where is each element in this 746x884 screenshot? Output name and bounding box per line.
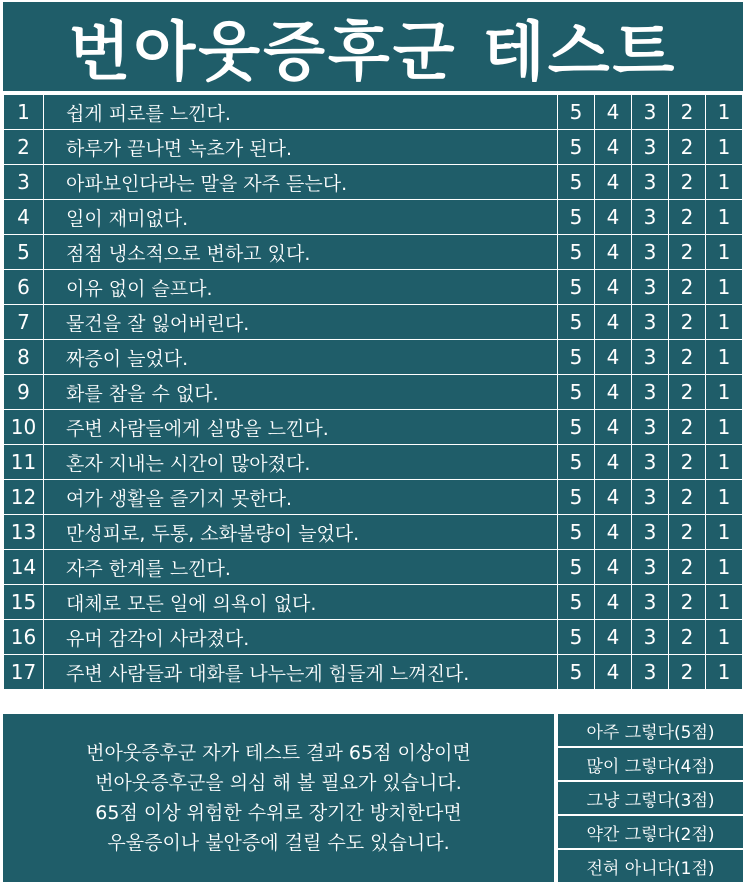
score-option-5[interactable]: 5 [558, 585, 595, 620]
score-option-4[interactable]: 4 [595, 270, 632, 305]
question-text: 여가 생활을 즐기지 못한다. [44, 480, 558, 515]
question-text: 혼자 지내는 시간이 많아졌다. [44, 445, 558, 480]
score-option-5[interactable]: 5 [558, 200, 595, 235]
score-option-5[interactable]: 5 [558, 620, 595, 655]
score-option-3[interactable]: 3 [632, 165, 669, 200]
score-option-1[interactable]: 1 [706, 445, 743, 480]
score-option-1[interactable]: 1 [706, 515, 743, 550]
score-option-4[interactable]: 4 [595, 655, 632, 690]
score-option-4[interactable]: 4 [595, 480, 632, 515]
score-option-5[interactable]: 5 [558, 340, 595, 375]
score-option-1[interactable]: 1 [706, 480, 743, 515]
score-option-4[interactable]: 4 [595, 305, 632, 340]
score-option-1[interactable]: 1 [706, 655, 743, 690]
score-option-4[interactable]: 4 [595, 620, 632, 655]
question-text: 자주 한계를 느낀다. [44, 550, 558, 585]
score-option-4[interactable]: 4 [595, 340, 632, 375]
score-option-1[interactable]: 1 [706, 550, 743, 585]
question-row [4, 200, 743, 235]
score-option-4[interactable]: 4 [595, 585, 632, 620]
score-option-5[interactable]: 5 [558, 445, 595, 480]
score-option-1[interactable]: 1 [706, 200, 743, 235]
question-row [4, 340, 743, 375]
question-row [4, 235, 743, 270]
score-option-5[interactable]: 5 [558, 655, 595, 690]
question-number: 5 [4, 235, 44, 270]
question-text: 유머 감각이 사라졌다. [44, 620, 558, 655]
legend-item-2: 약간 그렇다(2점) [558, 816, 743, 850]
score-option-1[interactable]: 1 [706, 585, 743, 620]
question-text: 대체로 모든 일에 의욕이 없다. [44, 585, 558, 620]
score-option-3[interactable]: 3 [632, 375, 669, 410]
score-option-1[interactable]: 1 [706, 375, 743, 410]
question-table [3, 94, 743, 690]
score-option-1[interactable]: 1 [706, 130, 743, 165]
score-option-2[interactable]: 2 [669, 515, 706, 550]
question-number: 3 [4, 165, 44, 200]
note-line: 65점 이상 위험한 수위로 장기간 방치한다면 [95, 802, 462, 824]
question-row [4, 620, 743, 655]
score-option-3[interactable]: 3 [632, 130, 669, 165]
question-number: 15 [4, 585, 44, 620]
score-option-4[interactable]: 4 [595, 375, 632, 410]
question-row [4, 375, 743, 410]
score-option-3[interactable]: 3 [632, 95, 669, 130]
score-option-5[interactable]: 5 [558, 480, 595, 515]
question-row [4, 130, 743, 165]
question-number: 13 [4, 515, 44, 550]
score-option-2[interactable]: 2 [669, 585, 706, 620]
score-option-3[interactable]: 3 [632, 585, 669, 620]
score-option-3[interactable]: 3 [632, 235, 669, 270]
score-option-2[interactable]: 2 [669, 410, 706, 445]
score-option-4[interactable]: 4 [595, 165, 632, 200]
score-option-1[interactable]: 1 [706, 410, 743, 445]
score-option-2[interactable]: 2 [669, 340, 706, 375]
score-option-2[interactable]: 2 [669, 130, 706, 165]
question-row [4, 410, 743, 445]
score-option-3[interactable]: 3 [632, 445, 669, 480]
score-option-5[interactable]: 5 [558, 235, 595, 270]
score-option-5[interactable]: 5 [558, 375, 595, 410]
score-option-4[interactable]: 4 [595, 550, 632, 585]
legend-item-1: 전혀 아니다(1점) [558, 850, 743, 882]
score-option-4[interactable]: 4 [595, 515, 632, 550]
score-option-5[interactable]: 5 [558, 305, 595, 340]
score-option-1[interactable]: 1 [706, 270, 743, 305]
score-option-1[interactable]: 1 [706, 620, 743, 655]
score-option-3[interactable]: 3 [632, 200, 669, 235]
score-option-2[interactable]: 2 [669, 200, 706, 235]
question-number: 2 [4, 130, 44, 165]
score-option-5[interactable]: 5 [558, 515, 595, 550]
score-option-1[interactable]: 1 [706, 305, 743, 340]
question-text: 주변 사람들과 대화를 나누는게 힘들게 느껴진다. [44, 655, 558, 690]
question-number: 7 [4, 305, 44, 340]
legend-item-5: 아주 그렇다(5점) [558, 714, 743, 748]
page-title: 번아웃증후군 테스트 [3, 2, 743, 91]
score-option-2[interactable]: 2 [669, 270, 706, 305]
score-option-2[interactable]: 2 [669, 235, 706, 270]
score-option-3[interactable]: 3 [632, 410, 669, 445]
note-line: 우울증이나 불안증에 걸릴 수도 있습니다. [107, 832, 450, 854]
note-line: 번아웃증후군을 의심 해 볼 필요가 있습니다. [95, 772, 462, 794]
legend-item-4: 많이 그렇다(4점) [558, 748, 743, 782]
question-text: 이유 없이 슬프다. [44, 270, 558, 305]
score-option-1[interactable]: 1 [706, 340, 743, 375]
score-option-3[interactable]: 3 [632, 550, 669, 585]
score-option-2[interactable]: 2 [669, 445, 706, 480]
score-legend [558, 714, 743, 882]
score-option-4[interactable]: 4 [595, 235, 632, 270]
question-number: 16 [4, 620, 44, 655]
score-option-2[interactable]: 2 [669, 480, 706, 515]
question-number: 6 [4, 270, 44, 305]
score-option-5[interactable]: 5 [558, 165, 595, 200]
score-option-1[interactable]: 1 [706, 95, 743, 130]
question-text: 쉽게 피로를 느낀다. [44, 95, 558, 130]
result-note [3, 714, 554, 882]
score-option-4[interactable]: 4 [595, 200, 632, 235]
score-option-3[interactable]: 3 [632, 340, 669, 375]
question-row [4, 305, 743, 340]
question-row [4, 550, 743, 585]
question-text: 아파보인다라는 말을 자주 듣는다. [44, 165, 558, 200]
score-option-2[interactable]: 2 [669, 620, 706, 655]
score-option-5[interactable]: 5 [558, 410, 595, 445]
score-option-2[interactable]: 2 [669, 550, 706, 585]
question-number: 12 [4, 480, 44, 515]
score-option-5[interactable]: 5 [558, 550, 595, 585]
score-option-5[interactable]: 5 [558, 270, 595, 305]
score-option-3[interactable]: 3 [632, 515, 669, 550]
question-text: 주변 사람들에게 실망을 느낀다. [44, 410, 558, 445]
score-option-4[interactable]: 4 [595, 410, 632, 445]
question-row [4, 585, 743, 620]
note-line: 번아웃증후군 자가 테스트 결과 65점 이상이면 [86, 742, 471, 764]
question-row [4, 480, 743, 515]
score-option-3[interactable]: 3 [632, 620, 669, 655]
score-option-3[interactable]: 3 [632, 480, 669, 515]
score-option-1[interactable]: 1 [706, 235, 743, 270]
score-option-4[interactable]: 4 [595, 130, 632, 165]
question-number: 14 [4, 550, 44, 585]
question-text: 일이 재미없다. [44, 200, 558, 235]
question-row [4, 515, 743, 550]
question-number: 9 [4, 375, 44, 410]
score-option-2[interactable]: 2 [669, 95, 706, 130]
question-text: 짜증이 늘었다. [44, 340, 558, 375]
result-section [3, 714, 743, 882]
question-number: 11 [4, 445, 44, 480]
legend-item-3: 그냥 그렇다(3점) [558, 782, 743, 816]
question-row [4, 95, 743, 130]
score-option-3[interactable]: 3 [632, 305, 669, 340]
question-number: 10 [4, 410, 44, 445]
question-text: 하루가 끝나면 녹초가 된다. [44, 130, 558, 165]
question-number: 4 [4, 200, 44, 235]
question-text: 물건을 잘 잃어버린다. [44, 305, 558, 340]
score-option-3[interactable]: 3 [632, 270, 669, 305]
question-row [4, 655, 743, 690]
question-row [4, 445, 743, 480]
question-text: 화를 참을 수 없다. [44, 375, 558, 410]
score-option-2[interactable]: 2 [669, 655, 706, 690]
score-option-2[interactable]: 2 [669, 165, 706, 200]
score-option-2[interactable]: 2 [669, 375, 706, 410]
question-row [4, 270, 743, 305]
score-option-4[interactable]: 4 [595, 95, 632, 130]
question-text: 만성피로, 두통, 소화불량이 늘었다. [44, 515, 558, 550]
score-option-5[interactable]: 5 [558, 130, 595, 165]
question-row [4, 165, 743, 200]
score-option-5[interactable]: 5 [558, 95, 595, 130]
question-text: 점점 냉소적으로 변하고 있다. [44, 235, 558, 270]
question-number: 8 [4, 340, 44, 375]
score-option-4[interactable]: 4 [595, 445, 632, 480]
question-number: 1 [4, 95, 44, 130]
score-option-3[interactable]: 3 [632, 655, 669, 690]
question-number: 17 [4, 655, 44, 690]
score-option-1[interactable]: 1 [706, 165, 743, 200]
score-option-2[interactable]: 2 [669, 305, 706, 340]
